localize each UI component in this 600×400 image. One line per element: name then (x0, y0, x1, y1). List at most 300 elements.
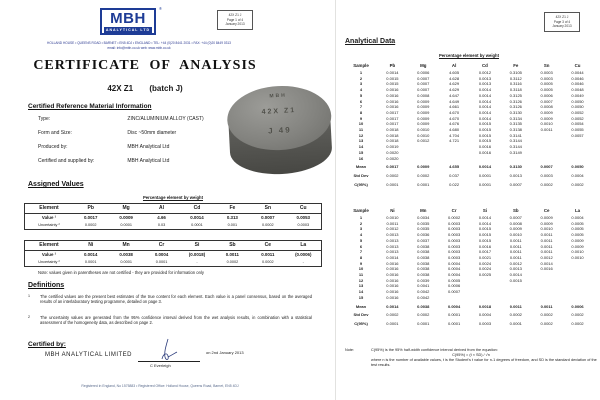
column-header: Si (482, 208, 488, 213)
registered-mark-icon: ® (159, 6, 162, 11)
table-cell: 0.0001 (478, 181, 492, 187)
table-cell: 0.0016 (386, 277, 399, 283)
table-cell: 0.0016 (386, 87, 399, 93)
table-cell: 0.0035 (417, 226, 430, 232)
table-cell: 0.0011 (261, 252, 275, 257)
table-cell: 0.0008 (540, 104, 553, 110)
table-cell: 0.0003 (447, 254, 461, 260)
table-row (345, 179, 593, 188)
table-cell: 0.0011 (509, 254, 522, 260)
table-cell: Std Dev (353, 312, 369, 318)
table-cell: 0.0044 (571, 70, 584, 75)
definition-text: The uncertainty values are generated from the 95% confidence interval derived from the wet analysis results, in combination with a statistical assessment of the homogeneity data, as described on page 2. (40, 315, 312, 326)
table-cell: 0.3134 (509, 115, 522, 121)
table-cell: 7 (359, 249, 363, 255)
table-cell: 0.0011 (540, 127, 553, 133)
definition-text: The certified values are the present best estimates of the true content for each element. Each value is a panel consensus, based on the averaged results of an interlaboratory testing programme, detailed on page 3. (40, 294, 312, 305)
tag-page: Page 3 of 4 (553, 19, 571, 24)
table-cell: 0.0013 (509, 172, 522, 178)
table-cell: 0.0007 (540, 98, 553, 104)
assigned-values-heading: Assigned Values (28, 181, 84, 188)
tag-date: January 2013 (552, 24, 572, 29)
table-cell: 0.0015 (478, 132, 492, 138)
table-cell: 0.0002 (571, 312, 584, 318)
batch-label: (batch J) (149, 84, 183, 93)
field-value: MBH Analytical Ltd (127, 144, 170, 150)
table-cell: 2 (359, 220, 363, 226)
table-cell: Mean (355, 164, 367, 170)
crm-info-heading: Certified Reference Material Information (28, 103, 152, 110)
table-cell: 4.605 (449, 70, 460, 75)
table-cell: Value ¹ (41, 215, 57, 220)
definition-2 (28, 315, 312, 326)
table-cell: Std Dev (353, 172, 369, 178)
table-cell: 0.0038 (417, 272, 430, 278)
table-cell: 0.0019 (386, 144, 399, 150)
table-cell: 0.3116 (509, 81, 522, 87)
column-header: Pb (389, 63, 396, 68)
table-cell: 0.0001 (447, 312, 461, 318)
table-cell: 0.0017 (386, 115, 399, 121)
table-cell: 0.0007 (417, 87, 430, 93)
note-line-2: where n is the number of available values, t is the Student's t value for n-1 degrees of freedom, and SD is the standard deviation of the test results. (371, 358, 597, 367)
table-cell: 0.0009 (540, 109, 553, 115)
table-cell: 0.0004 (447, 303, 461, 309)
table-row (345, 309, 593, 318)
table-cell: 10 (358, 266, 364, 272)
table-row (25, 259, 321, 266)
table-cell: 11 (358, 272, 364, 278)
table-cell: 0.0015 (478, 121, 492, 127)
table-cell: 0.0018 (478, 303, 492, 309)
table-cell: 0.0001 (447, 320, 461, 326)
table-cell: 0.0007 (509, 181, 522, 187)
table-cell: 0.0035 (417, 220, 430, 226)
table-cell: 1 (359, 215, 363, 220)
analytical-data-heading: Analytical Data (345, 38, 396, 45)
table-cell: 9 (359, 260, 363, 266)
column-header: Cr (144, 241, 179, 251)
table-cell: 0.0014 (478, 92, 492, 98)
table-cell: 0.0014 (478, 220, 492, 226)
column-header: Ni (73, 241, 108, 251)
table-cell: 4.661 (449, 104, 460, 110)
table-cell: 0.0016 (386, 272, 399, 278)
field-label: Certified and supplied by: (38, 158, 95, 164)
column-header: Al (451, 63, 457, 68)
tag-date: January 2013 (225, 22, 245, 27)
page-tag-box-right (544, 12, 580, 32)
table-cell: 0.0038 (119, 252, 133, 257)
table-cell: 0.0013 (509, 266, 522, 272)
table-cell: 0.0001 (417, 320, 430, 326)
table-cell: (0.0006) (295, 252, 312, 257)
table-cell: 0.0016 (478, 149, 492, 155)
table-cell: 0.0003 (447, 226, 461, 232)
table-cell: 4.628 (449, 75, 460, 81)
table-cell: 0.0007 (447, 289, 461, 295)
table-cell: 0.3138 (509, 127, 522, 133)
table-cell: 0.0011 (225, 252, 239, 257)
column-header: Sn (250, 204, 285, 214)
table-cell: 0.0014 (478, 215, 492, 220)
table-row (345, 318, 593, 327)
table-cell: 4.676 (449, 121, 460, 127)
field-certified-by (38, 158, 238, 164)
definition-number: 1 (28, 294, 30, 298)
table-cell: 0.0003 (447, 220, 461, 226)
table-cell: 0.0041 (417, 283, 430, 289)
table-cell: 0.0012 (540, 254, 553, 260)
table-cell: 0.0016 (478, 243, 492, 249)
table-cell: 0.0003 (447, 249, 461, 255)
table-cell: 10 (358, 121, 364, 127)
table-cell: 0.0009 (417, 115, 430, 121)
table-cell: 0.0004 (478, 312, 492, 318)
parentheses-note: Note: values given in parentheses are not certified - they are provided for information only (38, 270, 204, 275)
percentage-label-right: Percentage element by weight (438, 53, 500, 58)
analytical-table-1 (345, 62, 593, 187)
table-cell: 13 (358, 138, 364, 144)
table-cell: 0.0009 (417, 98, 430, 104)
certifying-company: MBH ANALYTICAL LIMITED (45, 352, 133, 358)
table-cell: 0.0004 (571, 172, 584, 178)
table-cell: 0.0007 (261, 215, 275, 220)
table-cell: 0.0018 (386, 132, 399, 138)
table-cell: 4.670 (449, 115, 460, 121)
column-header: Cd (179, 204, 214, 214)
table-cell: 0.0016 (386, 283, 399, 289)
table-cell: 12 (358, 132, 364, 138)
table-cell: 0.001 (227, 223, 238, 227)
registration-footer: Registered in England, No 1575883 • Registered Office: Holland House, Queens Road, Barnet, EN5 4DJ (81, 384, 239, 388)
table-cell: 8 (359, 109, 363, 115)
table-cell: 4.704 (449, 132, 460, 138)
table-cell: 0.0005 (571, 226, 584, 232)
field-type (38, 116, 238, 122)
table-cell: 0.0010 (417, 132, 430, 138)
table-cell: 3 (359, 81, 363, 87)
disc-engraving-brand: MBH (269, 92, 287, 100)
table-cell: 0.3149 (509, 149, 522, 155)
table-cell: 0.0017 (83, 215, 98, 220)
table-cell: 0.0002 (386, 172, 399, 178)
field-value: ZINC/ALUMINIUM ALLOY (CAST) (127, 116, 204, 122)
column-header: Fe (513, 63, 519, 68)
column-header: Sb (215, 241, 250, 251)
column-header: Sn (543, 63, 550, 68)
table-cell: 0.0005 (447, 277, 461, 283)
table-header-row (25, 204, 321, 214)
table-cell: 0.0042 (417, 289, 430, 295)
table-cell: 0.0003 (447, 237, 461, 243)
table-cell: 0.0038 (417, 249, 430, 255)
table-cell: 15 (358, 294, 364, 300)
table-cell: 0.0014 (386, 70, 399, 75)
table-cell: 0.0001 (417, 181, 430, 187)
table-cell: 0.0050 (571, 98, 584, 104)
table-cell: 0.0002 (540, 320, 553, 326)
column-header: Fe (215, 204, 250, 214)
table-cell: 0.0009 (540, 215, 553, 220)
table-cell: 0.0007 (540, 164, 553, 170)
table-cell: 0.0015 (478, 226, 492, 232)
address-line: HOLLAND HOUSE • QUEENS ROAD • BARNET • EN5 4DJ • ENGLAND • TEL: +44 (0)20 8441 2031 • FAX: +44 (0)20 8449 0313 (47, 41, 231, 45)
table-cell: 14 (358, 289, 364, 295)
table-cell: 0.0014 (190, 215, 204, 220)
table-cell: 0.0016 (386, 92, 399, 98)
column-header: La (574, 208, 581, 213)
table-cell: 0.0006 (540, 92, 553, 98)
table-cell: 0.0010 (571, 254, 584, 260)
table-cell: 0.0038 (417, 303, 430, 309)
table-cell: 8 (359, 254, 363, 260)
table-cell: Uncertainty ² (38, 223, 60, 227)
table-cell: 0.0038 (417, 260, 430, 266)
table-cell: 0.3141 (509, 132, 522, 138)
table-cell: 0.0015 (386, 75, 399, 81)
field-label: Type: (38, 116, 51, 122)
table-cell: 0.0017 (386, 121, 399, 127)
table-cell: 0.0010 (386, 215, 399, 220)
table-cell: 0.0011 (540, 249, 553, 255)
table-cell: 0.0016 (386, 289, 399, 295)
table-cell: 0.0014 (540, 260, 553, 266)
table-cell: 14 (358, 144, 364, 150)
table-cell: 0.0003 (478, 320, 492, 326)
table-cell: 0.0001 (509, 320, 522, 326)
table-cell: 0.037 (449, 172, 460, 178)
table-cell: 0.0016 (386, 294, 399, 300)
column-header: Sample (353, 208, 369, 213)
table-cell: 0.0006 (417, 70, 430, 75)
table-row (345, 170, 593, 179)
table-cell: 4.629 (449, 81, 460, 87)
signature-icon (148, 338, 188, 366)
table-cell: 0.0010 (509, 232, 522, 238)
company-address (8, 41, 270, 50)
column-header: Cr (451, 208, 457, 213)
table-cell: 9 (359, 115, 363, 121)
table-cell: 0.0015 (478, 232, 492, 238)
table-cell: 0.0009 (417, 109, 430, 115)
table-cell: 0.0046 (571, 75, 584, 81)
table-cell: 0.0016 (540, 266, 553, 272)
table-cell: 0.313 (226, 215, 238, 220)
definitions-heading: Definitions (28, 282, 65, 289)
table-cell: 0.0003 (540, 75, 553, 81)
logo-text: MBH (110, 10, 146, 27)
table-cell: 0.0015 (478, 138, 492, 144)
mbh-logo (100, 6, 162, 35)
disc-engraving-batch: J 49 (267, 125, 292, 136)
table-row (25, 222, 321, 229)
table-cell: 0.0015 (478, 127, 492, 133)
tag-product: 42X Z1 J (228, 13, 242, 17)
table-cell: 0.0002 (262, 260, 274, 264)
table-cell: 0.0009 (417, 104, 430, 110)
table-cell: 15 (358, 149, 364, 155)
table-cell: 0.0050 (571, 104, 584, 110)
table-cell: 0.0013 (386, 249, 399, 255)
table-cell: 0.0034 (417, 215, 430, 220)
column-header: Element (25, 204, 73, 214)
table-cell: 0.3125 (509, 92, 522, 98)
table-cell: 0.0013 (478, 81, 492, 87)
table-cell: 5 (359, 237, 363, 243)
table-cell: 0.0014 (478, 109, 492, 115)
table-cell: 0.0011 (509, 303, 522, 309)
table-cell: 0.0016 (386, 104, 399, 110)
table-cell: 0.0017 (386, 109, 399, 115)
signatory-name: C Everleigh (150, 363, 171, 368)
table-cell: 0.0012 (417, 138, 430, 144)
confidence-interval-note (345, 348, 597, 368)
certified-by-heading: Certified by: (28, 341, 66, 348)
table-cell: 6 (359, 98, 363, 104)
table-cell: 0.0001 (155, 260, 168, 264)
table-cell: 0.0005 (540, 81, 553, 87)
table-cell: 0.0038 (417, 243, 430, 249)
tag-product: 42X Z1 J (555, 15, 569, 19)
table-cell: 0.0007 (417, 81, 430, 87)
table-cell: 0.0009 (571, 243, 584, 249)
table-cell: 0.3135 (509, 121, 522, 127)
table-cell: 4.721 (449, 138, 460, 144)
table-cell: 0.0002 (226, 260, 239, 264)
disc-engraving-code: 42X Z1 (261, 107, 297, 116)
table-cell: 5 (359, 92, 363, 98)
table-cell: 4.647 (449, 92, 460, 98)
table-cell: 4.680 (449, 127, 460, 133)
table-cell: 0.0005 (571, 232, 584, 238)
table-cell: 0.0002 (509, 312, 522, 318)
table-cell: 0.0006 (447, 283, 461, 289)
table-cell: 0.3144 (509, 138, 522, 144)
table-cell: 0.0003 (297, 223, 310, 227)
table-cell: 0.0011 (540, 237, 553, 243)
table-header-row (345, 207, 593, 215)
table-cell: 0.0013 (386, 243, 399, 249)
column-header: Cd (482, 63, 488, 68)
table-cell: 16 (358, 155, 364, 161)
table-cell: 11 (358, 127, 364, 133)
column-header: Element (25, 241, 73, 251)
table-cell: 0.0002 (417, 172, 430, 178)
note-label: Note: (345, 348, 355, 352)
table-cell: 0.0006 (571, 303, 584, 309)
table-cell: 0.0010 (540, 226, 553, 232)
table-cell: 0.0037 (417, 237, 430, 243)
table-cell: 0.0017 (386, 164, 399, 170)
table-cell: 0.0002 (571, 181, 584, 187)
table-cell: 0.0012 (386, 226, 399, 232)
table-cell: 0.0054 (571, 121, 584, 127)
field-form-size (38, 130, 238, 136)
field-label: Produced by: (38, 144, 68, 150)
table-cell: 0.0007 (417, 75, 430, 81)
table-cell: 0.0050 (571, 164, 584, 170)
table-cell: 0.0001 (84, 260, 97, 264)
table-cell: 0.0003 (540, 70, 553, 75)
table-cell: 0.0015 (386, 81, 399, 87)
table-cell: 0.0002 (417, 312, 430, 318)
column-header: Cu (286, 204, 321, 214)
table-cell: 0.3105 (509, 70, 522, 75)
table-cell: - (196, 260, 198, 264)
table-cell: 0.3130 (509, 164, 522, 170)
table-cell: 0.0009 (509, 226, 522, 232)
table-row (345, 301, 593, 310)
certification-date: on 2nd January 2013 (206, 350, 244, 355)
certificate-title: CERTIFICATE OF ANALYSIS (33, 58, 257, 73)
table-cell: 4 (359, 87, 363, 93)
assigned-values-table-1 (24, 203, 322, 230)
table-cell: 0.0016 (386, 266, 399, 272)
field-value: MBH Analytical Ltd (127, 158, 170, 164)
table-cell: 0.0015 (478, 237, 492, 243)
table-cell: 0.022 (449, 181, 460, 187)
table-cell: 0.0002 (540, 312, 553, 318)
column-header: Mg (108, 204, 143, 214)
table-cell: 4 (359, 232, 363, 238)
table-cell: 0.0011 (509, 237, 522, 243)
table-cell: 0.0024 (478, 260, 492, 266)
table-cell: 1 (359, 70, 363, 75)
table-cell: 2 (359, 75, 363, 81)
column-header: Mn (108, 241, 143, 251)
table-cell: 0.0052 (571, 109, 584, 115)
column-header: Ce (543, 208, 550, 213)
table-cell: 0.0014 (478, 115, 492, 121)
table-cell: 0.0014 (509, 272, 522, 278)
table-cell: 0.0016 (478, 144, 492, 150)
table-cell: 0.0008 (509, 220, 522, 226)
table-cell: 0.0015 (509, 277, 522, 283)
table-cell: 0.0024 (478, 266, 492, 272)
table-cell: 0.0001 (120, 260, 132, 264)
table-header-row (25, 241, 321, 251)
table-cell: 0.0014 (478, 104, 492, 110)
column-header: Si (179, 241, 214, 251)
table-cell: 0.0038 (417, 266, 430, 272)
table-cell: 0.0001 (386, 320, 399, 326)
column-header: Mg (420, 63, 427, 68)
table-cell: 0.0020 (386, 149, 399, 155)
table-cell: 0.0009 (119, 215, 133, 220)
table-cell: 4.66 (157, 215, 166, 220)
table-cell: 0.0002 (84, 223, 97, 227)
table-cell: 0.0020 (386, 155, 399, 161)
table-cell: 0.0012 (478, 70, 492, 75)
column-header: Cu (574, 63, 581, 68)
table-cell: 0.0053 (296, 215, 310, 220)
table-cell: 4.655 (449, 164, 460, 170)
table-cell: 0.0036 (417, 232, 430, 238)
table-cell: 0.3112 (509, 75, 522, 81)
table-cell: 3 (359, 226, 363, 232)
definition-1 (28, 294, 312, 305)
table-cell: 0.0005 (540, 87, 553, 93)
table-cell: 0.0009 (540, 115, 553, 121)
table-cell: 0.0014 (386, 303, 399, 309)
table-cell: 0.0014 (478, 164, 492, 170)
field-produced-by (38, 144, 238, 150)
table-cell: 0.0008 (417, 92, 430, 98)
assigned-values-table-2 (24, 240, 322, 267)
definition-number: 2 (28, 315, 30, 319)
column-header: Al (144, 204, 179, 214)
